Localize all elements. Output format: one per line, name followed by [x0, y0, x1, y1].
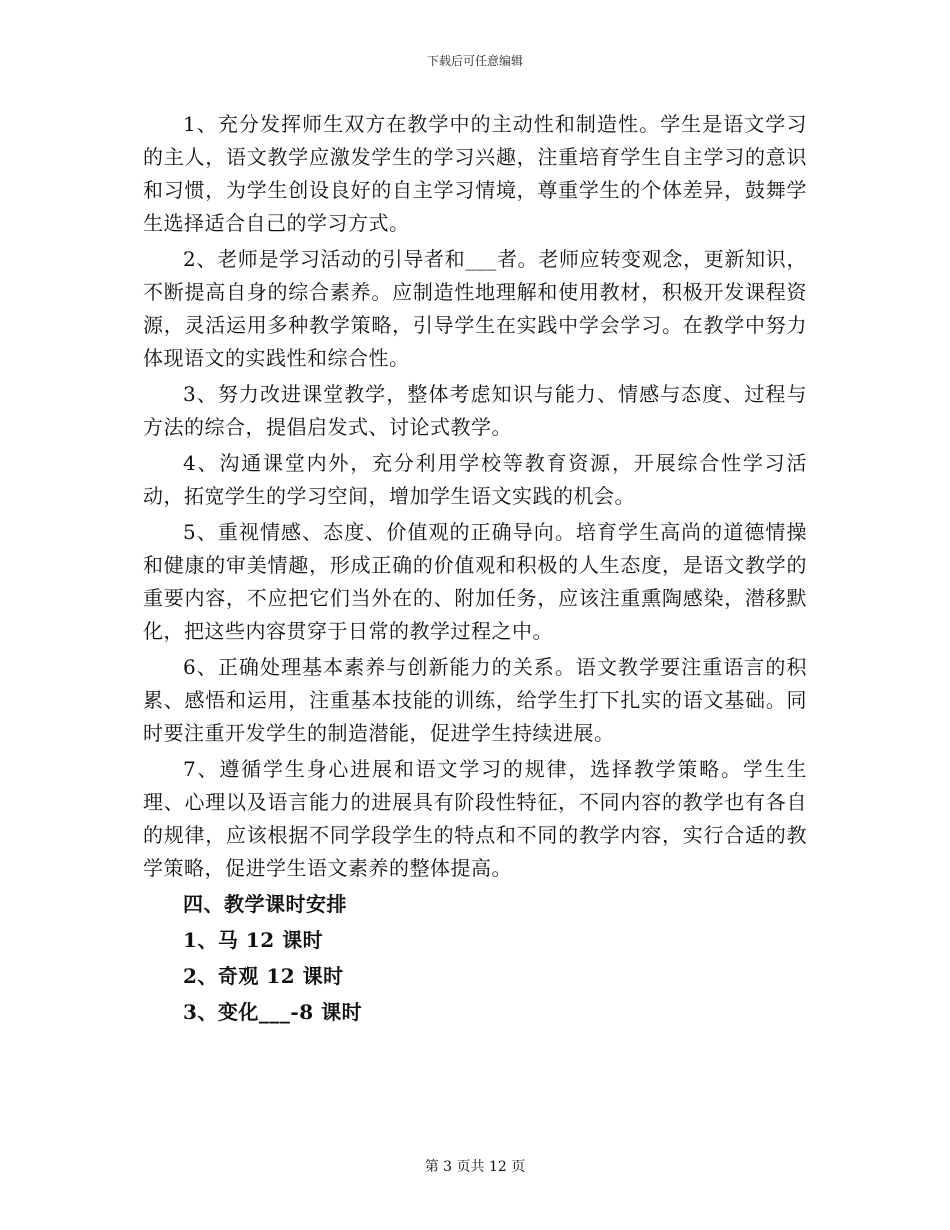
paragraph-5: 5、重视情感、态度、价值观的正确导向。培育学生高尚的道德情操和健康的审美情趣，形成正确的价值观和积极的人生态度，是语文教学的重要内容，不应把它们当外在的、附加任务，应该注重熏陶感染，潜移默化，把这些内容贯穿于日常的教学过程之中。 — [143, 520, 807, 643]
page-footer: 第 3 页共 12 页 — [424, 1159, 526, 1175]
section-title: 四、教学课时安排 — [183, 892, 347, 916]
paragraph-3: 3、努力改进课堂教学，整体考虑知识与能力、情感与态度、过程与方法的综合，提倡启发式、讨论式教学。 — [143, 382, 807, 439]
schedule-item-1: 1、马 12 课时 — [183, 928, 324, 952]
paragraph-4: 4、沟通课堂内外，充分利用学校等教育资源，开展综合性学习活动，拓宽学生的学习空间，增加学生语文实践的机会。 — [143, 451, 807, 508]
schedule-item-3: 3、变化___-8 课时 — [183, 1000, 363, 1024]
schedule-item-2: 2、奇观 12 课时 — [183, 964, 344, 988]
document-body — [143, 108, 807, 1032]
paragraph-1: 1、充分发挥师生双方在教学中的主动性和制造性。学生是语文学习的主人，语文教学应激发学生的学习兴趣，注重培育学生自主学习的意识和习惯，为学生创设良好的自主学习情境，尊重学生的个体差异，鼓舞学生选择适合自己的学习方式。 — [143, 112, 807, 235]
paragraph-7: 7、遵循学生身心进展和语文学习的规律，选择教学策略。学生生理、心理以及语言能力的进展具有阶段性特征，不同内容的教学也有各自的规律，应该根据不同学段学生的特点和不同的教学内容，实行合适的教学策略，促进学生语文素养的整体提高。 — [143, 757, 807, 880]
paragraph-6: 6、正确处理基本素养与创新能力的关系。语文教学要注重语言的积累、感悟和运用，注重基本技能的训练，给学生打下扎实的语文基础。同时要注重开发学生的制造潜能，促进学生持续进展。 — [143, 655, 807, 745]
page-header: 下载后可任意编辑 — [426, 54, 523, 68]
paragraph-2: 2、老师是学习活动的引导者和___者。老师应转变观念，更新知识，不断提高自身的综合素养。应制造性地理解和使用教材，积极开发课程资源，灵活运用多种教学策略，引导学生在实践中学会学习。在教学中努力体现语文的实践性和综合性。 — [143, 247, 807, 370]
